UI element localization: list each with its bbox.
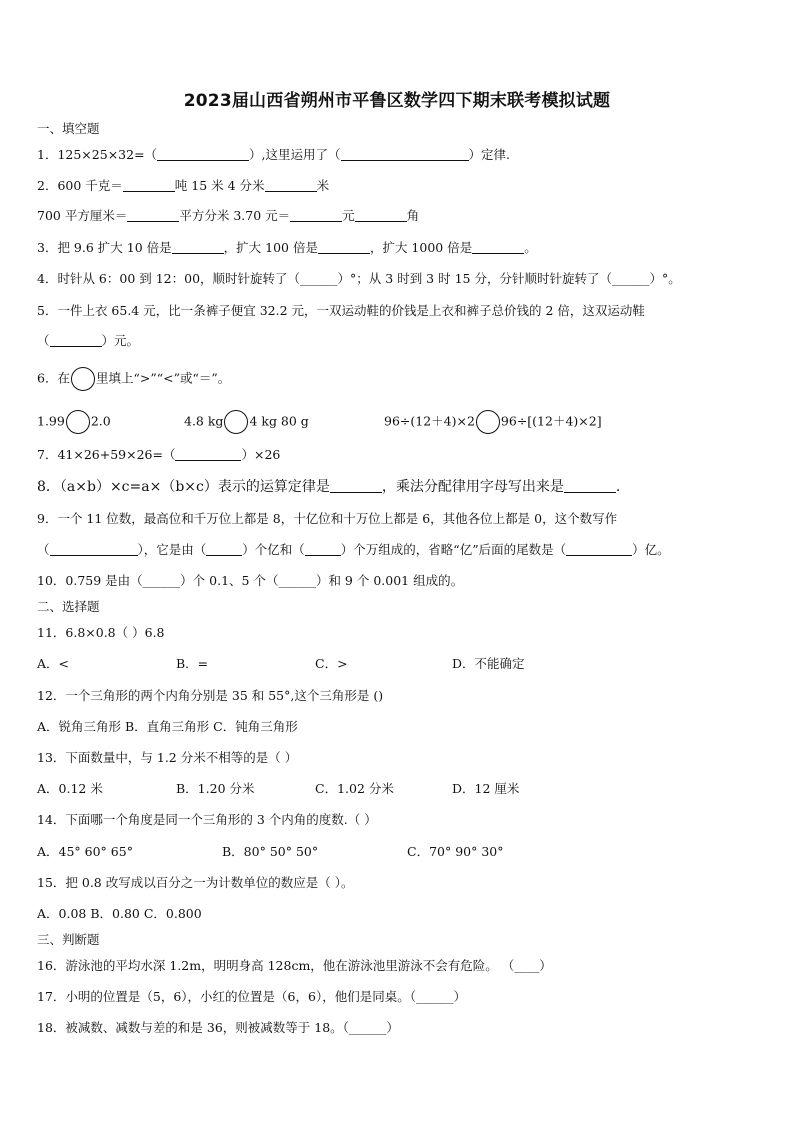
q6-c1-left: 1.99 [37, 413, 65, 429]
q5-blank[interactable] [50, 333, 102, 347]
q2-blank-3[interactable] [127, 208, 179, 222]
section-fill-heading: 一、填空题 [37, 121, 100, 136]
question-4: 4．时针从 6：00 到 12：00，顺时针旋转了（______）°；从 3 时到 3 时 15 分，分针顺时针旋转了（______）°。 [37, 271, 681, 286]
compare-circle-2[interactable] [224, 410, 248, 434]
q13-option-d[interactable]: D．12 厘米 [452, 781, 520, 796]
q3-blank-3[interactable] [472, 240, 524, 254]
question-11: 11．6.8×0.8（ ）6.8 [37, 625, 165, 640]
question-6 [37, 367, 230, 391]
q8-blank-1[interactable] [330, 479, 382, 493]
q8-blank-2[interactable] [564, 479, 616, 493]
q9-blank-2[interactable] [206, 542, 242, 556]
q15-options[interactable]: A．0.08 B．0.80 C．0.800 [37, 906, 202, 921]
question-2-line-2 [37, 207, 419, 225]
page-title: 2023届山西省朔州市平鲁区数学四下期末联考模拟试题 [183, 91, 611, 111]
q1-text-b: ）,这里运用了（ [249, 147, 341, 162]
q6-text-b: 里填上“>”“<”或“＝”。 [95, 370, 231, 386]
question-9-line-1: 9．一个 11 位数，最高位和千万位上都是 8，十亿位和十万位上都是 6，其他各位上都是 0，这个数写作 [37, 511, 618, 526]
q7-blank[interactable] [175, 447, 241, 461]
q14-option-b[interactable]: B．80° 50° 50° [222, 844, 319, 859]
q2-text-b: 吨 15 米 4 分米 [174, 178, 265, 193]
question-17: 17．小明的位置是（5，6），小红的位置是（6，6），他们是同桌。（______） [37, 989, 466, 1004]
q12-options[interactable]: A．锐角三角形 B．直角三角形 C．钝角三角形 [37, 719, 298, 734]
q9-text-a: （ [37, 542, 50, 557]
q13-option-b[interactable]: B．1.20 分米 [176, 781, 255, 796]
q9-text-b: ），它是由（ [137, 542, 207, 557]
section-choice-heading: 二、选择题 [37, 599, 100, 614]
q1-blank-1[interactable] [157, 147, 249, 161]
q1-text-c: ）定律. [468, 147, 511, 162]
q7-text-b: ）×26 [241, 447, 281, 462]
q11-option-a[interactable]: A．< [37, 656, 70, 671]
q9-blank-1[interactable] [50, 542, 138, 556]
question-9-line-2 [37, 541, 670, 559]
q2-blank-4[interactable] [290, 208, 342, 222]
q6-compare-1 [37, 410, 111, 434]
q11-option-b[interactable]: B．= [176, 656, 209, 671]
q9-text-c: ）个亿和（ [242, 542, 305, 557]
q14-option-a[interactable]: A．45° 60° 65° [37, 844, 133, 859]
question-13: 13．下面数量中，与 1.2 分米不相等的是（ ） [37, 750, 298, 765]
q3-blank-2[interactable] [318, 240, 370, 254]
q9-blank-3[interactable] [305, 542, 341, 556]
q1-blank-2[interactable] [341, 147, 469, 161]
q9-blank-4[interactable] [566, 542, 632, 556]
question-5-line-2 [37, 332, 139, 350]
q13-option-a[interactable]: A．0.12 米 [37, 781, 103, 796]
q3-text-c: ，扩大 1000 倍是 [369, 240, 473, 255]
q8-text-a: 8．（a×b）×c=a×（b×c）表示的运算定律是 [37, 479, 330, 495]
q6-compare-2 [184, 410, 309, 434]
q6-c3-right: 96÷[(12＋4)×2] [500, 413, 602, 429]
question-1 [37, 146, 510, 164]
q3-blank-1[interactable] [172, 240, 224, 254]
q7-text-a: 7．41×26+59×26=（ [37, 447, 176, 462]
q3-text-b: ，扩大 100 倍是 [223, 240, 318, 255]
question-12: 12．一个三角形的两个内角分别是 35 和 55°,这个三角形是 () [37, 688, 384, 703]
q6-c1-right: 2.0 [90, 413, 111, 429]
question-15: 15．把 0.8 改写成以百分之一为计数单位的数应是（ ）。 [37, 875, 354, 890]
section-judge-heading: 三、判断题 [37, 932, 100, 947]
q11-option-d[interactable]: D．不能确定 [452, 656, 525, 671]
q11-option-c[interactable]: C．> [315, 656, 348, 671]
q6-c2-right: 4 kg 80 g [249, 413, 309, 429]
q8-text-c: . [615, 479, 621, 495]
question-7 [37, 446, 280, 464]
q3-text-d: 。 [524, 240, 537, 255]
q6-c2-left: 4.8 kg [184, 413, 224, 429]
q2-blank-5[interactable] [355, 208, 407, 222]
q8-text-b: ，乘法分配律用字母写出来是 [381, 479, 564, 495]
question-8 [37, 478, 620, 496]
q2-text-a: 2．600 千克＝ [37, 178, 123, 193]
question-16: 16．游泳池的平均水深 1.2m，明明身高 128cm，他在游泳池里游泳不会有危险。 （____） [37, 958, 552, 973]
q6-compare-3 [384, 410, 602, 434]
q2-text-e: 平方分米 3.70 元＝ [179, 208, 291, 223]
q5-text-b: ）元。 [101, 333, 140, 348]
q2-text-f: 元 [342, 208, 355, 223]
q5-text-a: （ [37, 333, 50, 348]
q2-text-g: 角 [406, 208, 420, 223]
question-3 [37, 239, 537, 257]
question-10: 10．0.759 是由（______）个 0.1、5 个（______）和 9 个 0.001 组成的。 [37, 573, 464, 588]
q14-option-c[interactable]: C．70° 90° 30° [407, 844, 504, 859]
question-5-line-1: 5．一件上衣 65.4 元，比一条裤子便宜 32.2 元，一双运动鞋的价钱是上衣和裤子总价钱的 2 倍，这双运动鞋 [37, 303, 645, 318]
question-18: 18．被减数、减数与差的和是 36，则被减数等于 18。（______） [37, 1020, 399, 1035]
q6-text-a: 6．在 [37, 370, 70, 386]
q2-blank-2[interactable] [265, 178, 317, 192]
q9-text-d: ）个万组成的，省略“亿”后面的尾数是（ [340, 542, 567, 557]
question-2-line-1 [37, 177, 329, 195]
q1-text-a: 1．125×25×32=（ [37, 147, 158, 162]
q13-option-c[interactable]: C．1.02 分米 [315, 781, 394, 796]
compare-circle-3[interactable] [476, 410, 500, 434]
compare-circle-1[interactable] [66, 410, 90, 434]
question-14: 14．下面哪一个角度是同一个三角形的 3 个内角的度数.（ ） [37, 812, 377, 827]
compare-circle[interactable] [71, 367, 95, 391]
q9-text-e: ）亿。 [632, 542, 670, 557]
q2-text-d: 700 平方厘米＝ [37, 208, 128, 223]
q2-blank-1[interactable] [123, 178, 175, 192]
q2-text-c: 米 [316, 178, 330, 193]
q6-c3-left: 96÷(12＋4)×2 [384, 413, 475, 429]
q3-text-a: 3．把 9.6 扩大 10 倍是 [37, 240, 172, 255]
